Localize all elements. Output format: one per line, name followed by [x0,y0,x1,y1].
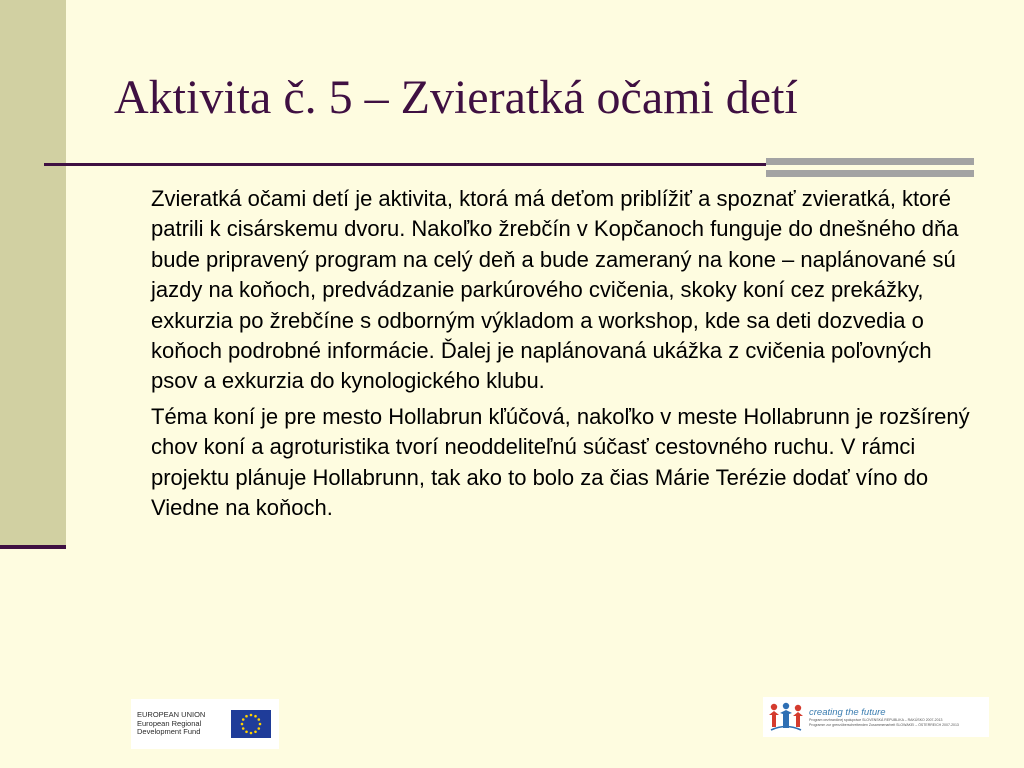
body-paragraph-2: Téma koní je pre mesto Hollabrun kľúčová, nakoľko v meste Hollabrunn je rozšírený chov koní a agroturistika tvorí neoddeliteľnú súčasť cestovného ruchu. V rámci projektu plánuje Hollabrunn, tak ako to bolo za čias Márie Terézie dodať víno do Viedne na koňoch. [151,403,970,521]
cbc-program-line-2: Programm zur grenzüberschreitenden Zusammenarbeit SLOWAKEI – ÖSTERREICH 2007-2013 [809,722,959,727]
cross-border-program-logo [763,697,989,737]
title-divider-accent-top [766,158,974,165]
left-side-band [0,0,66,547]
slide-title: Aktivita č. 5 – Zvieratká očami detí [114,71,798,124]
eu-logo-line-3: Development Fund [137,727,201,737]
body-paragraph-1: Zvieratká očami detí je aktivita, ktorá má deťom priblížiť a spoznať zvieratká, ktoré patrili k cisárskemu dvoru. Nakoľko žrebčín v Kopčanoch funguje do dnešného dňa bude pripravený program na celý deň a bude zameraný na kone – naplánované sú jazdy na koňoch, predvádzanie parkúrového cvičenia, skoky koní cez prekážky, exkurzia po žrebčíne s odborným výkladom a workshop, kde sa deti dozvedia o koňoch podrobné informácie. Ďalej je naplánovaná ukážka z cvičenia poľovných psov a exkurzia do kynologického klubu. [151,186,959,394]
eu-logo-line-2: European Regional [137,718,202,728]
left-band-underline [0,545,66,549]
title-divider-accent-bottom [766,170,974,177]
eu-flag-icon [231,710,271,738]
eu-fund-logo [131,699,279,749]
cbc-logo-text [809,707,959,727]
cbc-slogan: creating the future [809,706,886,718]
slide-body [151,184,981,528]
eu-logo-text [137,711,229,737]
eu-logo-line-1: EUROPEAN UNION [137,710,206,720]
people-figures-icon [767,701,805,733]
title-divider-line [44,163,766,166]
cbc-program-line-1: Program cezhraničnej spolupráce SLOVENSKÁ REPUBLIKA – RAKÚSKO 2007-2013 [809,717,943,722]
